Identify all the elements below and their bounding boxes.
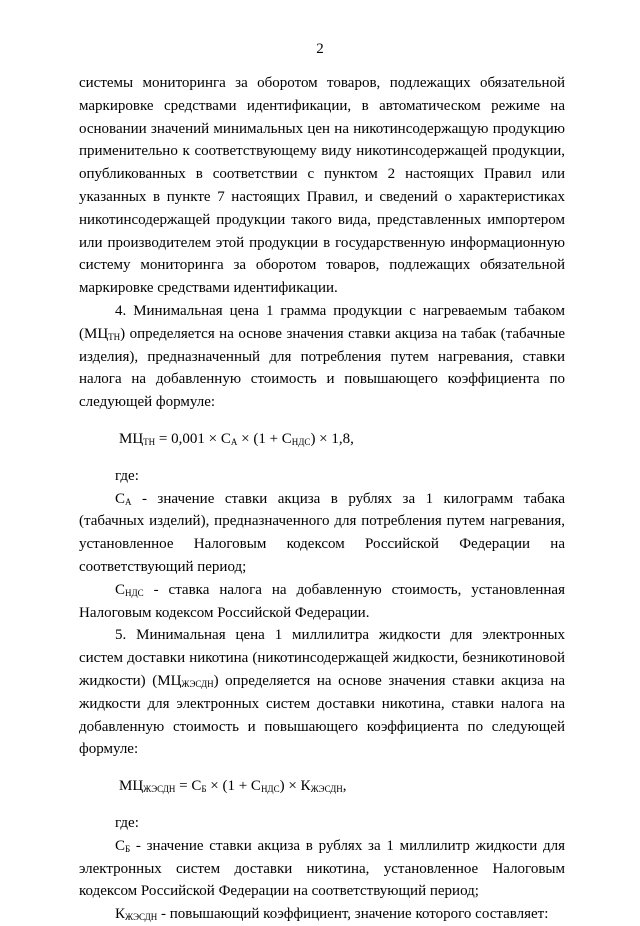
definition-sb-sub: Б — [125, 843, 131, 854]
item-5-lead: 5. Минимальная цена 1 миллилитра жидкости для электронных систем доставки никотина (никотинсодержащей жидкости, безникотиновой жидкости) (МЦ — [79, 627, 565, 689]
item-4-subscript: ТН — [108, 331, 121, 342]
formula-2-lhs-sub: ЖЭСДН — [143, 784, 176, 795]
formula-1-lhs-sub: ТН — [143, 436, 156, 447]
definition-ca-text: - значение ставки акциза в рублях за 1 килограмм табака (табачных изделий), предназначенного для потребления путем нагревания, установленное Налоговым кодексом Российской Федерации на соответствующий период; — [79, 490, 565, 575]
formula-heated-tobacco — [79, 428, 565, 451]
formula-2-lhs: МЦ — [119, 778, 144, 795]
formula-1-mid-sub: А — [230, 436, 238, 447]
definition-k-sub: ЖЭСДН — [125, 912, 158, 923]
item-4-lead: 4. Минимальная цена 1 грамма продукции с нагреваемым табаком (МЦ — [79, 302, 565, 342]
definition-snds — [79, 579, 565, 625]
formula-2-end: , — [342, 778, 347, 795]
definition-sb-symbol: С — [115, 837, 126, 854]
definition-snds-symbol: С — [115, 581, 126, 598]
formula-2-k-sub: ЖЭСДН — [310, 784, 343, 795]
formula-1-tail-sub: НДС — [291, 436, 311, 447]
item-4-rest: ) определяется на основе значения ставки акциза на табак (табачные изделия), предназначенный для потребления путем нагревания, ставки налога на добавленную стоимость и повышающего коэффициента по следующей формуле: — [79, 325, 565, 411]
formula-2-k: ) × К — [279, 778, 311, 795]
definition-sb — [79, 835, 565, 903]
paragraph-item-4 — [79, 300, 565, 414]
definition-sb-text: - значение ставки акциза в рублях за 1 миллилитр жидкости для электронных систем доставки никотина, установленное Налоговым кодексом Российской Федерации на соответствующий период; — [79, 837, 565, 900]
formula-1-mid: = 0,001 × С — [155, 430, 231, 447]
where-label-1: где: — [115, 467, 139, 484]
definition-ca-sub: А — [125, 496, 132, 507]
definition-k — [79, 903, 565, 926]
paragraph-item-5 — [79, 624, 565, 761]
definition-ca — [79, 488, 565, 579]
definition-snds-sub: НДС — [125, 587, 144, 598]
paragraph-continuation: системы мониторинга за оборотом товаров, подлежащих обязательной маркировке средствами идентификации, в автоматическом режиме на основании значений минимальных цен на никотинсодержащую продукцию применительно к соответствующему виду никотинсодержащей продукции, опубликованных в соответствии с пунктом 2 настоящих Правил или указанных в пункте 7 настоящих Правил, и сведений о характеристиках никотинсодержащей продукции такого вида, представленных импортером или производителем этой продукции в государственную информационную систему мониторинга за оборотом товаров, подлежащих обязательной маркировке средствами идентификации. — [79, 75, 565, 297]
where-label-2: где: — [115, 814, 139, 831]
page-number: 2 — [316, 41, 324, 57]
formula-1-end: ) × 1,8, — [310, 430, 354, 447]
definition-k-text: - повышающий коэффициент, значение которого составляет: — [157, 906, 549, 923]
definition-ca-symbol: С — [115, 490, 126, 507]
formula-1-lhs: МЦ — [119, 430, 144, 447]
definition-snds-text: - ставка налога на добавленную стоимость, установленная Налоговым кодексом Российской Федерации. — [79, 581, 565, 621]
formula-2-mid: = С — [175, 778, 202, 795]
formula-2-mid-sub: Б — [201, 784, 207, 795]
definition-k-symbol: К — [115, 906, 126, 923]
formula-2-tail: × (1 + С — [206, 778, 261, 795]
item-5-rest: ) определяется на основе значения ставки акциза на жидкости для электронных систем доставки никотина, ставки налога на добавленную стоимость и повышающего коэффициента по следующей формуле: — [79, 672, 566, 758]
formula-e-liquid — [79, 775, 565, 798]
document-body — [79, 72, 565, 926]
formula-1-tail: × (1 + С — [237, 430, 292, 447]
formula-2-tail-sub: НДС — [260, 784, 280, 795]
item-5-subscript: ЖЭСДН — [181, 678, 214, 689]
